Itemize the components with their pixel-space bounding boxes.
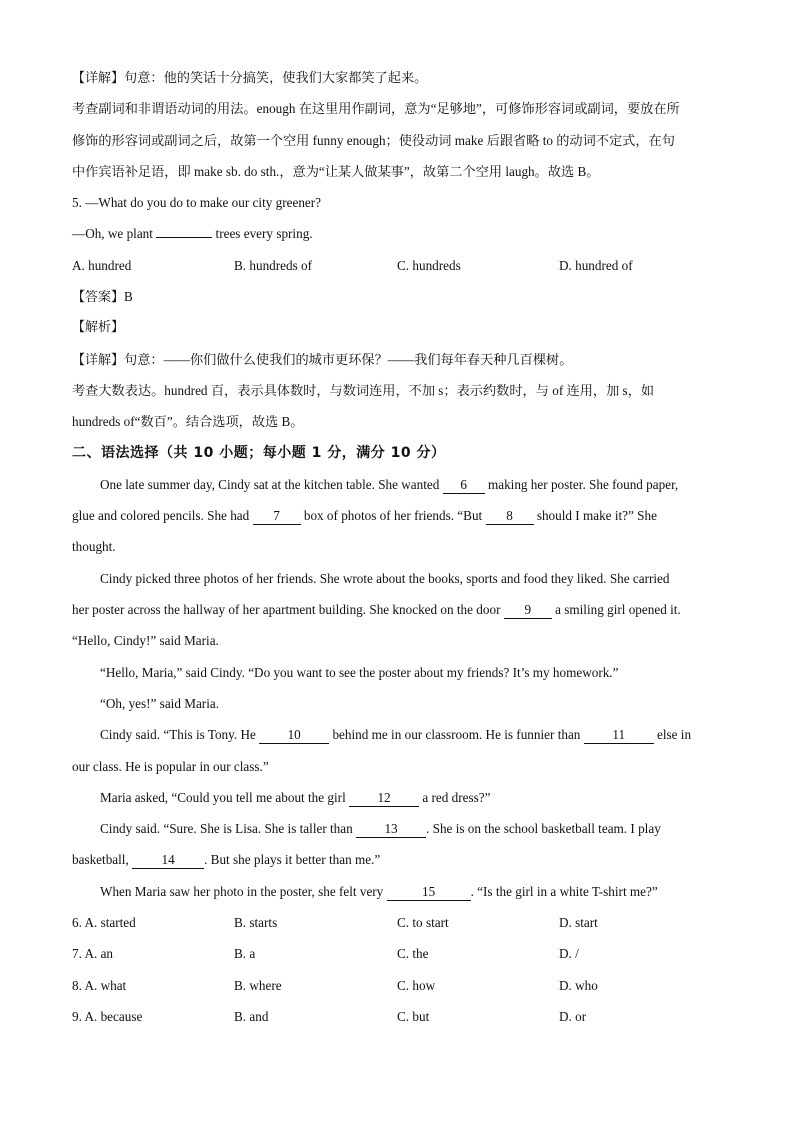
blank-14: 14 xyxy=(132,852,204,869)
answer-label: 【答案】 xyxy=(72,290,125,306)
option-c: C. how xyxy=(397,977,436,993)
passage-line: basketball, 14 . But she plays it better than me.” xyxy=(72,852,381,868)
answer-value: B xyxy=(124,289,133,305)
passage-line: her poster across the hallway of her apartment building. She knocked on the door 9 a smiling girl opened it. xyxy=(72,602,681,618)
answer-blank xyxy=(156,237,212,238)
option-c: C. hundreds xyxy=(397,257,461,273)
exam-page xyxy=(72,62,724,1032)
blank-13: 13 xyxy=(356,821,426,838)
passage-line: Maria asked, “Could you tell me about the girl 12 a red dress?” xyxy=(100,789,491,805)
option-b: B. a xyxy=(234,946,256,962)
detail-line xyxy=(72,62,724,93)
passage-line: our class. He is popular in our class.” xyxy=(72,758,269,774)
question-6-options xyxy=(72,907,724,938)
question-5-options xyxy=(72,250,724,281)
passage-line: Cindy said. “Sure. She is Lisa. She is taller than 13 . She is on the school basketball team. I play xyxy=(100,821,661,837)
option-b: B. starts xyxy=(234,915,278,931)
passage-line: thought. xyxy=(72,539,116,555)
option-b: B. where xyxy=(234,977,282,993)
option-a: 9. A. because xyxy=(72,1008,143,1024)
option-b: B. and xyxy=(234,1008,269,1024)
explanation-line: 中作宾语补足语，即 make sb. do sth.，意为“让某人做某事”，故第二个空用 laugh。故选 B。 xyxy=(72,163,600,179)
option-c: C. the xyxy=(397,946,429,962)
question-8-options xyxy=(72,970,724,1001)
blank-7: 7 xyxy=(253,508,301,525)
explanation-line: hundreds of“数百”。结合选项，故选 B。 xyxy=(72,414,304,430)
analysis-label: 【解析】 xyxy=(72,320,125,336)
explanation-line: 修饰的形容词或副词之后，故第一个空用 funny enough；使役动词 make 后跟省略 to 的动词不定式，在句 xyxy=(72,132,675,148)
passage-line: “Hello, Cindy!” said Maria. xyxy=(72,633,219,649)
explanation-line: 考查副词和非谓语动词的用法。enough 在这里用作副词，意为“足够地”，可修饰形容词或副词，要放在所 xyxy=(72,101,680,117)
question-9-options xyxy=(72,1001,724,1032)
blank-6: 6 xyxy=(443,477,485,494)
option-d: D. / xyxy=(559,946,579,962)
option-a: 7. A. an xyxy=(72,946,114,962)
question-7-options xyxy=(72,938,724,969)
option-d: D. start xyxy=(559,915,598,931)
blank-8: 8 xyxy=(486,508,534,525)
option-a: 6. A. started xyxy=(72,915,136,931)
blank-9: 9 xyxy=(504,602,552,619)
passage-line: “Oh, yes!” said Maria. xyxy=(100,695,220,711)
passage-line: “Hello, Maria,” said Cindy. “Do you want to see the poster about my friends? It’s my homework.” xyxy=(100,664,619,680)
passage-line: One late summer day, Cindy sat at the kitchen table. She wanted 6 making her poster. She found paper, xyxy=(100,476,679,492)
blank-10: 10 xyxy=(259,727,329,744)
explanation-line: 考查大数表达。hundred 百，表示具体数时，与数词连用，不加 s；表示约数时，与 of 连用，加 s，如 xyxy=(72,382,655,398)
blank-15: 15 xyxy=(387,884,471,901)
blank-12: 12 xyxy=(349,790,419,807)
detail-text: 句意：——你们做什么使我们的城市更环保？——我们每年春天种几百棵树。 xyxy=(124,351,573,367)
option-c: C. but xyxy=(397,1008,430,1024)
option-c: C. to start xyxy=(397,915,449,931)
option-d: D. hundred of xyxy=(559,257,633,273)
option-b: B. hundreds of xyxy=(234,257,313,273)
detail-text: 句意：他的笑话十分搞笑，使我们大家都笑了起来。 xyxy=(124,70,428,85)
detail-label: 【详解】 xyxy=(72,71,125,86)
detail-label: 【详解】 xyxy=(72,352,125,368)
passage-line: glue and colored pencils. She had 7 box of photos of her friends. “But 8 should I make it?” She xyxy=(72,508,657,524)
detail-line xyxy=(72,344,724,375)
option-d: D. or xyxy=(559,1008,587,1024)
question-5: 5. —What do you do to make our city greener? xyxy=(72,195,322,211)
option-a: A. hundred xyxy=(72,257,132,273)
answer-line xyxy=(72,281,724,312)
passage-line: Cindy picked three photos of her friends. She wrote about the books, sports and food they liked. She carried xyxy=(100,570,670,586)
question-5-reply: —Oh, we plant trees every spring. xyxy=(72,226,313,242)
option-a: 8. A. what xyxy=(72,977,127,993)
passage-line: Cindy said. “This is Tony. He 10 behind me in our classroom. He is funnier than 11 else in xyxy=(100,727,692,743)
blank-11: 11 xyxy=(584,727,654,744)
passage-line: When Maria saw her photo in the poster, she felt very 15 . “Is the girl in a white T-shirt me?” xyxy=(100,883,658,899)
option-d: D. who xyxy=(559,977,598,993)
section-title: 二、语法选择（共 10 小题；每小题 1 分，满分 10 分） xyxy=(72,444,446,461)
